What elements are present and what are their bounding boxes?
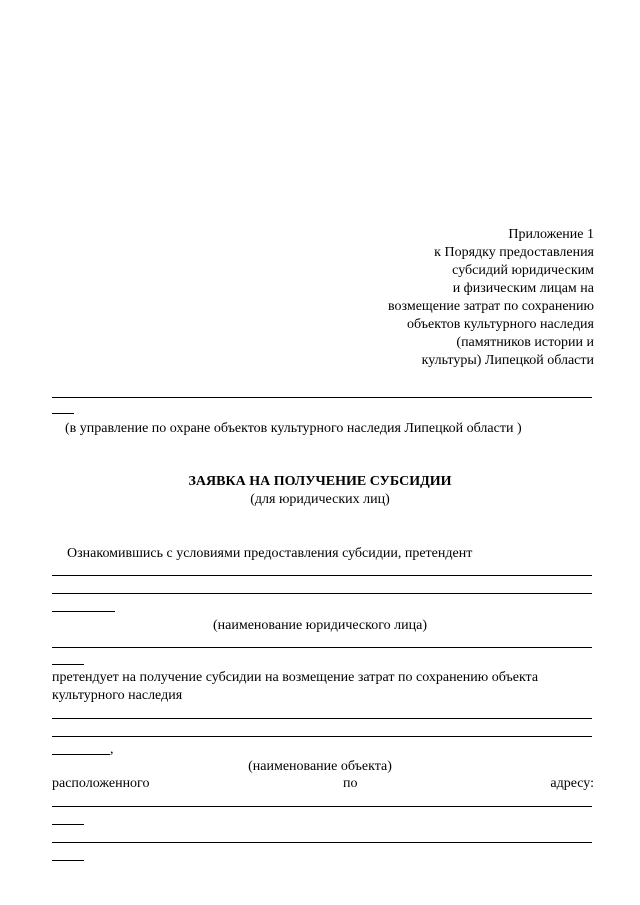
entity-extra-blank-stub[interactable] [52,664,84,665]
appendix-line-8: культуры) Липецкой области [421,353,594,368]
entity-extra-blank-line[interactable] [52,647,592,648]
entity-caption: (наименование юридического лица) [213,618,427,633]
claim-text-line-1: претендует на получение субсидии на возмещение затрат по сохранению объекта [52,670,539,685]
appendix-line-4: и физическим лицам на [452,281,594,296]
entity-blank-line-2[interactable] [52,593,592,594]
appendix-line-3: субсидий юридическим [452,263,594,278]
document-title: ЗАЯВКА НА ПОЛУЧЕНИЕ СУБСИДИИ [188,474,452,489]
address-blank-line-1[interactable] [52,806,592,807]
object-blank-line-2[interactable] [52,736,592,737]
address-word-by: по [343,776,358,791]
addressee-blank-stub[interactable] [52,413,74,414]
entity-blank-line-1[interactable] [52,575,592,576]
addressee-caption: (в управление по охране объектов культурного наследия Липецкой области ) [65,421,522,436]
object-blank-line-1[interactable] [52,718,592,719]
address-word-address: адресу: [550,776,594,791]
address-word-located: расположенного [52,776,150,791]
claim-text-line-2: культурного наследия [52,688,183,703]
object-comma: , [110,742,114,757]
address-blank-line-2[interactable] [52,842,592,843]
addressee-blank-line[interactable] [52,397,592,398]
appendix-line-5: возмещение затрат по сохранению [388,299,594,314]
address-blank-stub-1[interactable] [52,824,84,825]
appendix-line-1: Приложение 1 [508,227,594,242]
appendix-line-7: (памятников истории и [456,335,594,350]
object-caption: (наименование объекта) [248,759,392,774]
intro-text: Ознакомившись с условиями предоставления субсидии, претендент [67,546,473,561]
address-blank-stub-2[interactable] [52,860,84,861]
object-blank-stub[interactable] [52,754,110,755]
entity-blank-stub[interactable] [52,611,115,612]
appendix-line-2: к Порядку предоставления [434,245,594,260]
appendix-line-6: объектов культурного наследия [406,317,594,332]
document-subtitle: (для юридических лиц) [250,492,390,507]
